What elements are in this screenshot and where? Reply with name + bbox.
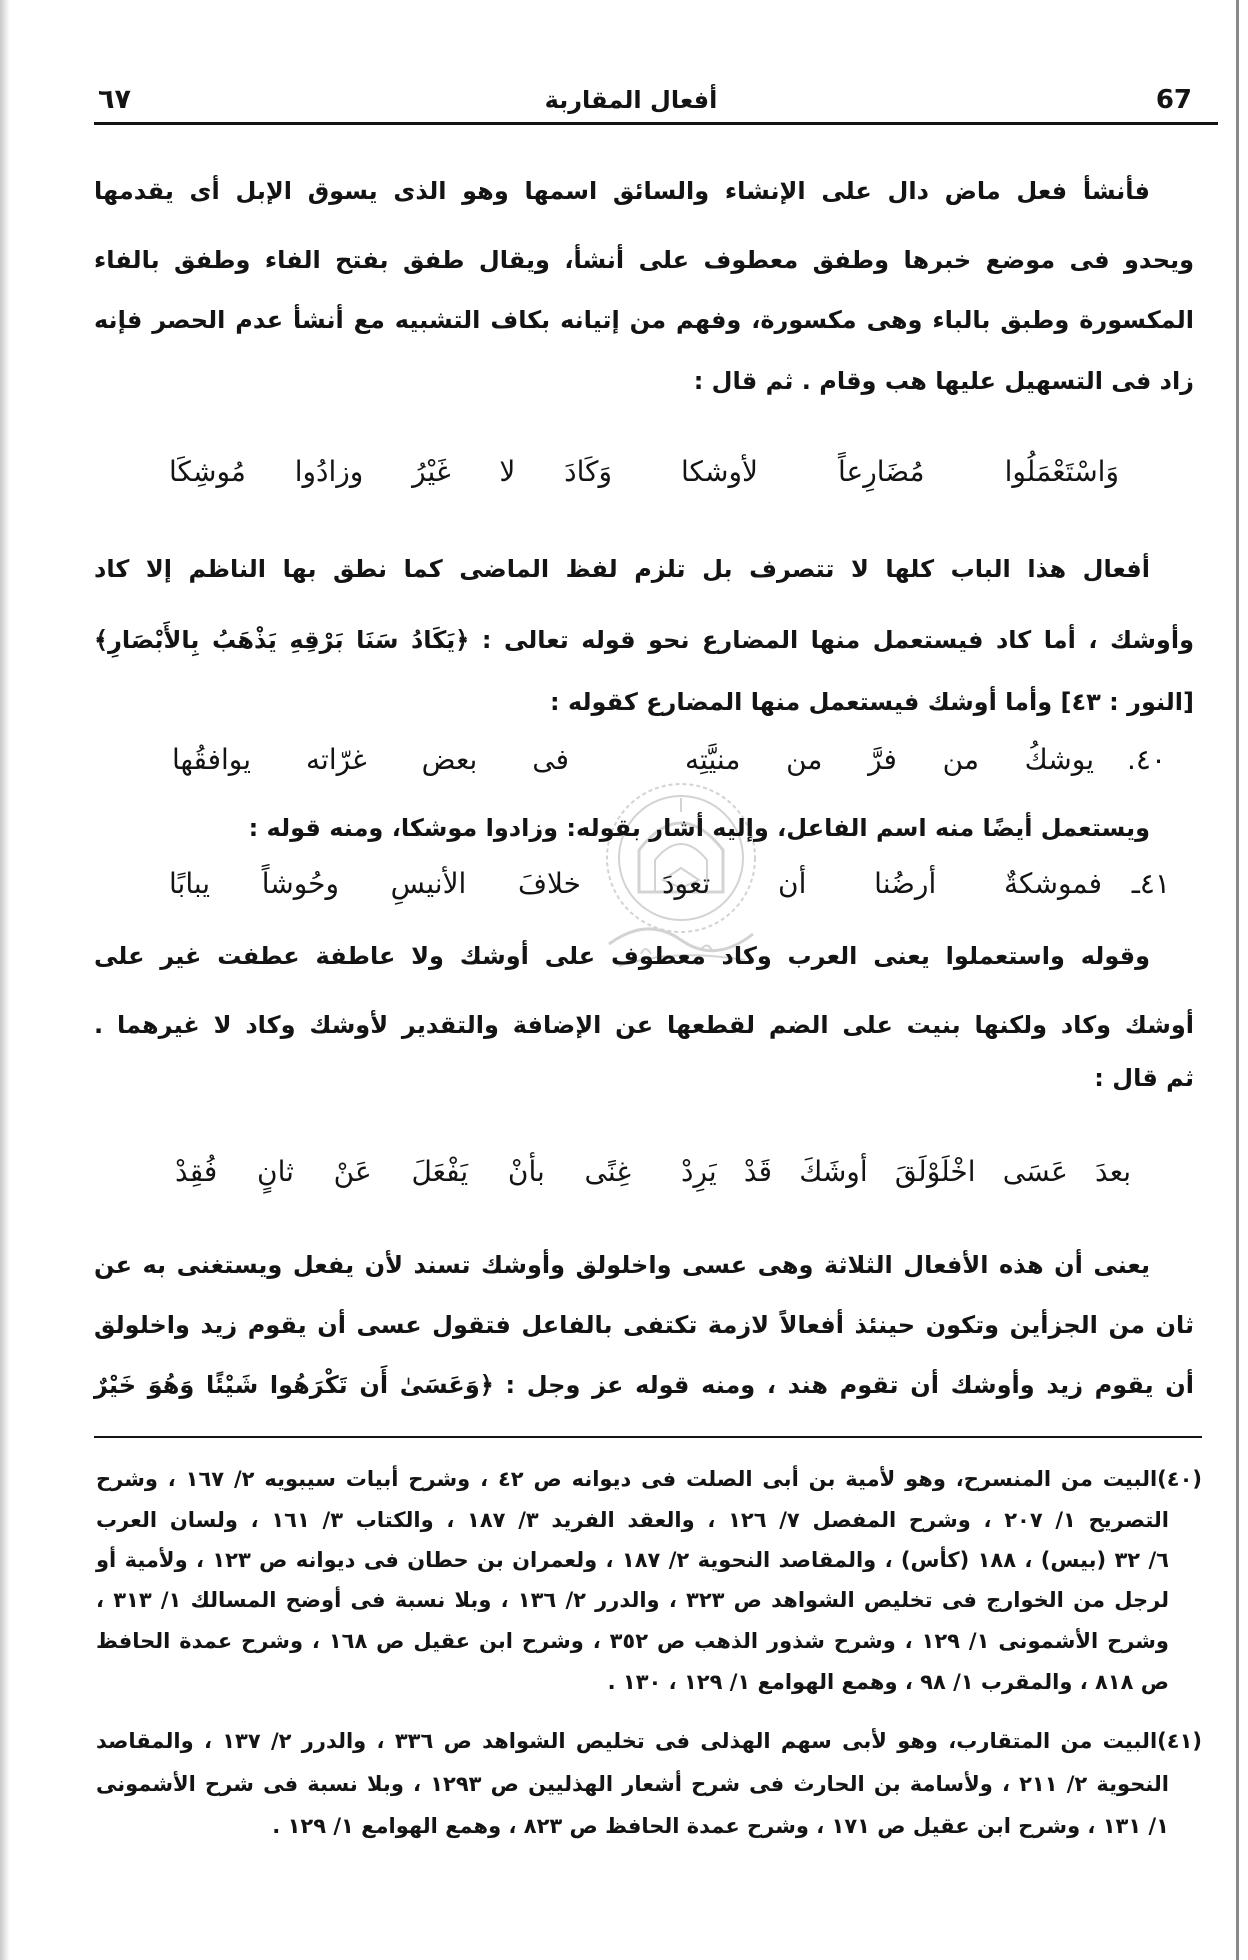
- footnote-40-line: التصريح ١/ ٢٠٧ ، وشرح المفصل ٧/ ١٢٦ ، والعقد الفريد ٣/ ١٨٧ ، والكتاب ٣/ ١٦١ ، ولسان العرب: [96, 1508, 1170, 1532]
- verse-41-second-hemistich: خلافَ الأنيسِ وحُوشاً يبابًا: [169, 867, 581, 900]
- paragraph-3-line: ويستعمل أيضًا منه اسم الفاعل، وإليه أشار بقوله: وزادوا موشكا، ومنه قوله :: [248, 814, 1150, 842]
- paragraph-4-line: أوشك وكاد ولكنها بنيت على الضم لقطعها عن الإضافة والتقدير لأوشك وكاد لا غيرهما .: [94, 1011, 1194, 1039]
- footnote-41-line: ١/ ١٣١ ، وشرح ابن عقيل ص ١٧١ ، وشرح عمدة الحافظ ص ٨٢٣ ، وهمع الهوامع ١/ ١٢٩ .: [272, 1814, 1169, 1838]
- verse-41-number: ٤١ـ: [1131, 867, 1170, 900]
- paragraph-4-line: ثم قال :: [1094, 1064, 1194, 1092]
- verse-2-first-hemistich: بعدَ عَسَى اخْلَوْلَقَ أوشَكَ قَدْ يَرِدْ: [681, 1155, 1131, 1188]
- verse-40-first-hemistich: يوشكُ من فرَّ من منيَّتِه: [685, 743, 1094, 776]
- paragraph-2-line: وأوشك ، أما كاد فيستعمل منها المضارع نحو قوله تعالى : ﴿يَكَادُ سَنَا بَرْقِهِ يَذْهَبُ بِالأَبْصَارِ﴾: [94, 626, 1194, 654]
- page-number-arabic: ٦٧: [98, 84, 131, 115]
- verse-1-first-hemistich: وَاسْتَعْمَلُوا مُضَارِعاً لأوشكا: [681, 455, 1119, 488]
- header-rule: [94, 122, 1218, 125]
- page-number-latin: 67: [1155, 85, 1192, 115]
- paragraph-4-line: وقوله واستعملوا يعنى العرب وكاد معطوف على أوشك ولا عاطفة عطفت غير على: [94, 942, 1150, 970]
- scan-edge-right: [1236, 0, 1239, 1960]
- footnote-rule: [94, 1436, 1202, 1438]
- paragraph-5-line: ثان من الجزأين وتكون حينئذ أفعالاً لازمة تكتفى بالفاعل فتقول عسى أن يقوم زيد واخلولق: [94, 1311, 1194, 1339]
- verse-41-first-hemistich: فموشكةٌ أرضُنا أن تعودَ: [662, 867, 1102, 900]
- footnote-40-line: (٤٠)البيت من المنسرح، وهو لأمية بن أبى الصلت فى ديوانه ص ٤٢ ، وشرح أبيات سيبويه ٢/ ١٦٧ ، وشرح: [96, 1467, 1202, 1491]
- paragraph-5-line: يعنى أن هذه الأفعال الثلاثة وهى عسى واخلولق وأوشك تسند لأن يفعل ويستغنى به عن: [94, 1251, 1150, 1279]
- scan-edge-left: [0, 0, 10, 1960]
- paragraph-5-line: أن يقوم زيد وأوشك أن تقوم هند ، ومنه قوله عز وجل : ﴿وَعَسَىٰ أَن تَكْرَهُوا شَيْئًا وَهُوَ خَيْرٌ: [94, 1371, 1194, 1399]
- paragraph-1-line: فأنشأ فعل ماض دال على الإنشاء والسائق اسمها وهو الذى يسوق الإبل أى يقدمها: [94, 177, 1150, 205]
- paragraph-1-line: المكسورة وطبق بالباء وهى مكسورة، وفهم من إتيانه بكاف التشبيه مع أنشأ عدم الحصر فإنه: [94, 306, 1194, 334]
- footnote-40-line: وشرح الأشمونى ١/ ١٢٩ ، وشرح شذور الذهب ص ٣٥٢ ، وشرح ابن عقيل ص ١٦٨ ، وشرح عمدة الحافظ: [96, 1629, 1169, 1653]
- paragraph-1-line: زاد فى التسهيل عليها هب وقام . ثم قال :: [693, 367, 1194, 395]
- verse-1-second-hemistich: وَكَادَ لا غَيْرُ وزادُوا مُوشِكَا: [169, 455, 612, 488]
- paragraph-2-line: أفعال هذا الباب كلها لا تتصرف بل تلزم لفظ الماضى كما نطق بها الناظم إلا كاد: [94, 555, 1150, 583]
- footnote-40-line: ٦/ ٣٢ (بيس) ، ١٨٨ (كأس) ، والمقاصد النحوية ٢/ ١٨٧ ، ولعمران بن حطان فى ديوانه ص ١٢٣ ، ولأمية أو: [96, 1548, 1169, 1572]
- paragraph-2-line: [النور : ٤٣] وأما أوشك فيستعمل منها المضارع كقوله :: [550, 688, 1194, 716]
- verse-40-number: ٤٠.: [1127, 743, 1166, 776]
- paragraph-1-line: ويحدو فى موضع خبرها وطفق معطوف على أنشأ، ويقال طفق بفتح الفاء وطفق بالفاء: [94, 246, 1194, 274]
- footnote-40-line: ص ٨١٨ ، والمقرب ١/ ٩٨ ، وهمع الهوامع ١/ ١٢٩ ، ١٣٠ .: [607, 1670, 1169, 1694]
- footnote-41-line: النحوية ٢/ ٢١١ ، ولأسامة بن الحارث فى شرح أشعار الهذليين ص ١٢٩٣ ، وبلا نسبة فى شرح الأشمونى: [96, 1772, 1170, 1796]
- footnote-41-line: (٤١)البيت من المتقارب، وهو لأبى سهم الهذلى فى تخليص الشواهد ص ٣٣٦ ، والدرر ٢/ ١٣٧ ، والمقاصد: [96, 1729, 1202, 1753]
- verse-40-second-hemistich: فى بعض غرّاته يوافقُها: [172, 743, 569, 776]
- running-title: أفعال المقاربة: [544, 86, 718, 114]
- verse-2-second-hemistich: غِنًى بأنْ يَفْعَلَ عَنْ ثانٍ فُقِدْ: [175, 1155, 631, 1188]
- footnote-40-line: لرجل من الخوارج فى تخليص الشواهد ص ٣٢٣ ، والدرر ٢/ ١٣٦ ، وبلا نسبة فى أوضح المسالك ١/ ٣١٣ ،: [96, 1588, 1170, 1612]
